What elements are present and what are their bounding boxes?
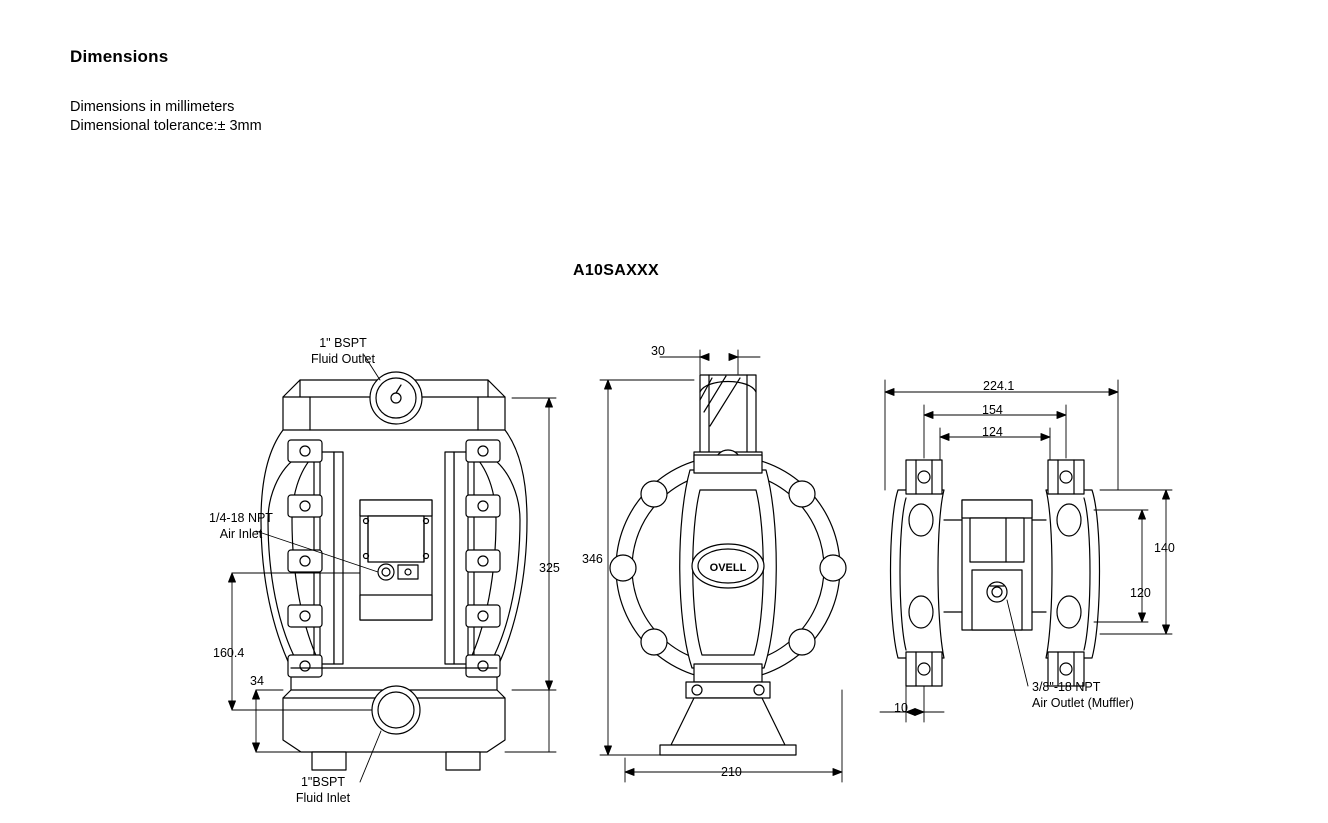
callout-fluid-inlet-line1: 1"BSPT [300,775,346,789]
callout-air-inlet-line2: Air Inlet [219,526,263,541]
dim-top-edge-offset: 10 [894,701,908,715]
dim-front-overall-height: 325 [539,561,560,575]
callout-fluid-inlet-line2: Fluid Inlet [295,790,351,805]
dim-side-overall-width: 210 [721,765,742,779]
callout-air-outlet [1032,680,1134,711]
callout-air-inlet [186,511,296,542]
dim-front-inlet-center-height: 160.4 [213,646,245,660]
dim-top-bolt-span: 124 [982,425,1003,439]
dim-top-flange-span: 154 [982,403,1003,417]
dim-side-top-port-width: 30 [651,344,665,358]
dim-top-depth-outer: 140 [1154,541,1175,555]
page-title: Dimensions [70,47,169,66]
note-units: Dimensions in millimeters [70,99,235,115]
callout-air-inlet-line1: 1/4-18 NPT [209,511,273,525]
dim-top-overall-width: 224.1 [983,379,1015,393]
top-view-geometry [891,460,1100,686]
callout-fluid-outlet-line1: 1" BSPT [319,336,367,350]
callout-air-outlet-line2: Air Outlet (Muffler) [1032,695,1134,710]
ovell-logo-text: OVELL [709,562,747,574]
note-tolerance: Dimensional tolerance:± 3mm [70,118,262,134]
callout-fluid-inlet [268,775,378,806]
callout-fluid-outlet-line2: Fluid Outlet [311,351,375,366]
model-title: A10SAXXX [573,262,659,279]
callout-air-outlet-line1: 3/8"-18 NPT [1032,680,1101,694]
dim-front-base-height: 34 [250,674,264,688]
dim-side-overall-height: 346 [582,552,603,566]
dim-top-depth-inner: 120 [1130,586,1151,600]
callout-fluid-outlet [288,336,398,367]
